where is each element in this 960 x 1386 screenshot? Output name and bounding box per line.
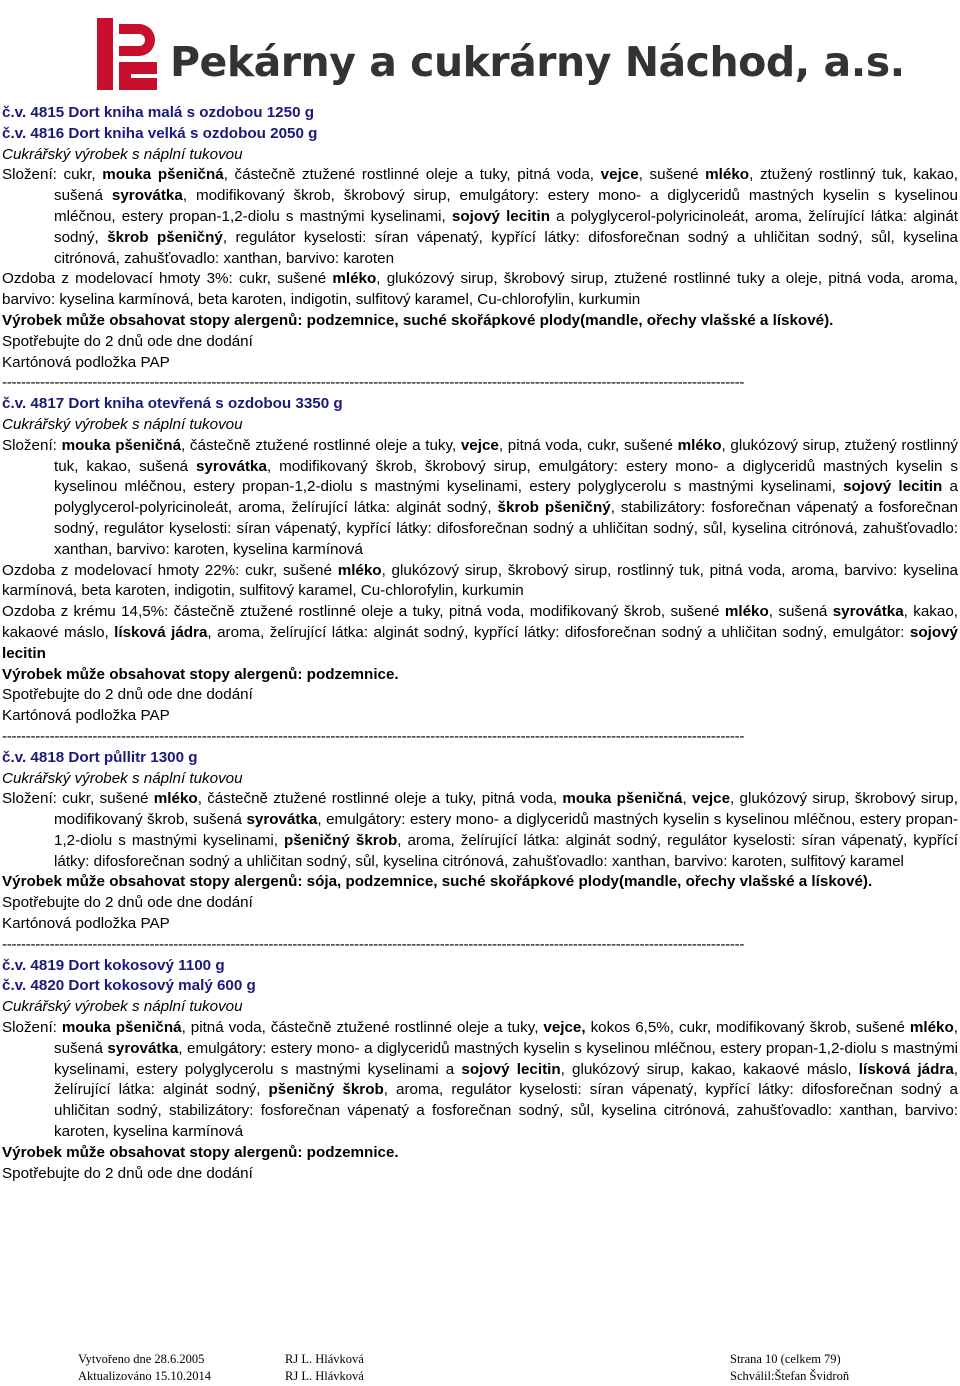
base-type: Kartónová podložka PAP bbox=[2, 915, 170, 933]
allergen-warning: Výrobek může obsahovat stopy alergenů: podzemnice. bbox=[2, 665, 399, 683]
product-entry bbox=[2, 956, 958, 1185]
product-list bbox=[2, 103, 958, 1184]
product-composition: Složení: mouka pšeničná, pitná voda, částečně ztužené rostlinné oleje a tuky, vejce, kokos 6,5%, cukr, modifikovaný škrob, sušené mléko, sušená syrovátka, emulgátory: estery mono- a diglyceridů mastných kyselin s kyselinou mléčnou, estery propan-1,2-diolu s mastnými kyselinami, estery polyglycerolu s mastnými kyselinami a sojový lecitin, glukózový sirup, kakao, kakaové máslo, lísková jádra, želírující látka: alginát sodný, pšeničný škrob, aroma, regulátor kyselosti: síran vápenatý, kypřící látky: difosforečnan sodný a uhličitan sodný, stabilizátory: fosforečnan vápenatý a fosforečnan sodný, sůl, kyselina citrónová, zahušťovadlo: xanthan, barvivo: karoten, kyselina karmínová bbox=[2, 1019, 959, 1141]
approved-by: Schválil:Štefan Švidroň bbox=[730, 1369, 850, 1383]
use-by-note: Spotřebujte do 2 dnů ode dne dodání bbox=[2, 332, 253, 350]
use-by-note: Spotřebujte do 2 dnů ode dne dodání bbox=[2, 894, 253, 912]
use-by-note: Spotřebujte do 2 dnů ode dne dodání bbox=[2, 1164, 253, 1182]
decoration-composition: Ozdoba z modelovací hmoty 22%: cukr, sušené mléko, glukózový sirup, škrobový sirup, rostlinný tuk, pitná voda, aroma, barvivo: kyselina karmínová, beta karoten, indigotin, sulfitový karamel, Cu-chlorofylin, kurkumin bbox=[2, 561, 959, 600]
product-title: č.v. 4817 Dort kniha otevřená s ozdobou 3350 g bbox=[2, 395, 343, 413]
decoration-composition: Ozdoba z krému 14,5%: částečně ztužené rostlinné oleje a tuky, pitná voda, modifikovaný škrob, sušené mléko, sušená syrovátka, kakao, kakaové máslo, lísková jádra, aroma, želírující látka: alginát sodný, kypřící látky: difosforečnan sodný a uhličitan sodný, emulgátor: sojový lecitin bbox=[2, 603, 959, 662]
created-date: Vytvořeno dne 28.6.2005 bbox=[78, 1352, 205, 1366]
updated-by: RJ L. Hlávková bbox=[285, 1369, 364, 1383]
product-title: č.v. 4820 Dort kokosový malý 600 g bbox=[2, 977, 256, 995]
company-name: Pekárny a cukrárny Náchod, a.s. bbox=[170, 38, 905, 86]
product-title: č.v. 4819 Dort kokosový 1100 g bbox=[2, 956, 225, 974]
product-title: č.v. 4818 Dort půllitr 1300 g bbox=[2, 748, 198, 766]
allergen-warning: Výrobek může obsahovat stopy alergenů: podzemnice, suché skořápkové plody(mandle, ořechy vlašské a lískové). bbox=[2, 311, 834, 329]
base-type: Kartónová podložka PAP bbox=[2, 353, 170, 371]
letterhead bbox=[0, 0, 960, 102]
product-category: Cukrářský výrobek s náplní tukovou bbox=[2, 998, 243, 1016]
product-entry bbox=[2, 103, 958, 373]
page-number: Strana 10 (celkem 79) bbox=[730, 1352, 841, 1366]
base-type: Kartónová podložka PAP bbox=[2, 707, 170, 725]
separator-line: ------------------------------------------------------------------------------------------------------------------------------------------------------------ bbox=[2, 374, 745, 392]
allergen-warning: Výrobek může obsahovat stopy alergenů: sója, podzemnice, suché skořápkové plody(mandle, ořechy vlašské a lískové). bbox=[2, 873, 873, 891]
created-by: RJ L. Hlávková bbox=[285, 1352, 364, 1366]
product-composition: Složení: cukr, sušené mléko, částečně ztužené rostlinné oleje a tuky, pitná voda, mouka pšeničná, vejce, glukózový sirup, škrobový sirup, modifikovaný škrob, sušená syrovátka, emulgátory: estery mono- a diglyceridů mastných kyselin s kyselinou mléčnou, estery propan-1,2-diolu s mastnými kyselinami, pšeničný škrob, aroma, želírující látka: alginát sodný, regulátor kyselosti: síran vápenatý, kypřící látky: difosforečnan sodný a uhličitan sodný, sůl, kyselina citrónová, zahušťovadlo: xanthan, barvivo: karoten, sulfitový karamel bbox=[2, 790, 959, 870]
updated-date: Aktualizováno 15.10.2014 bbox=[78, 1369, 211, 1383]
product-category: Cukrářský výrobek s náplní tukovou bbox=[2, 769, 243, 787]
allergen-warning: Výrobek může obsahovat stopy alergenů: podzemnice. bbox=[2, 1143, 399, 1161]
product-category: Cukrářský výrobek s náplní tukovou bbox=[2, 145, 243, 163]
separator-line: ------------------------------------------------------------------------------------------------------------------------------------------------------------ bbox=[2, 935, 745, 953]
product-composition: Složení: mouka pšeničná, částečně ztužené rostlinné oleje a tuky, vejce, pitná voda, cukr, sušené mléko, glukózový sirup, ztužený rostlinný tuk, kakao, sušená syrovátka, modifikovaný škrob, škrobový sirup, emulgátory: estery mono- a diglyceridů mastných kyselin s kyselinou mléčnou, estery propan-1,2-diolu s mastnými kyselinami, estery polyglycerolu s mastnými kyselinami, sojový lecitin a polyglycerol-polyricinoleát, aroma, želírující látka: alginát sodný, škrob pšeničný, stabilizátory: fosforečnan vápenatý a fosforečnan sodný, regulátor kyselosti: síran vápenatý, kypřící látky: difosforečnan sodný a uhličitan sodný, sůl, kyselina citrónová, zahušťovadlo: xanthan, barvivo: karoten, kyselina karmínová bbox=[2, 436, 958, 558]
separator-line: ------------------------------------------------------------------------------------------------------------------------------------------------------------ bbox=[2, 727, 745, 745]
decoration-composition: Ozdoba z modelovací hmoty 3%: cukr, sušené mléko, glukózový sirup, škrobový sirup, ztužené rostlinné tuky a oleje, pitná voda, aroma, barvivo: kyselina karmínová, beta karoten, indigotin, sulfitový karamel, Cu-chlorofylin, kurkumin bbox=[2, 270, 958, 309]
product-entry bbox=[2, 748, 958, 935]
product-title: č.v. 4815 Dort kniha malá s ozdobou 1250 g bbox=[2, 104, 315, 121]
product-title: č.v. 4816 Dort kniha velká s ozdobou 2050 g bbox=[2, 124, 318, 142]
use-by-note: Spotřebujte do 2 dnů ode dne dodání bbox=[2, 686, 253, 704]
product-composition: Složení: cukr, mouka pšeničná, částečně ztužené rostlinné oleje a tuky, pitná voda, vejce, sušené mléko, ztužený rostlinný tuk, kakao, sušená syrovátka, modifikovaný škrob, škrobový sirup, emulgátory: estery mono- a diglyceridů mastných kyselin s kyselinou mléčnou, estery propan-1,2-diolu s mastnými kyselinami, sojový lecitin a polyglycerol-polyricinoleát, aroma, želírující látka: alginát sodný, škrob pšeničný, regulátor kyselosti: síran vápenatý, kypřící látky: difosforečnan sodný a uhličitan sodný, sůl, kyselina citrónová, zahušťovadlo: xanthan, barvivo: karoten bbox=[2, 166, 959, 267]
product-category: Cukrářský výrobek s náplní tukovou bbox=[2, 415, 243, 433]
product-entry bbox=[2, 394, 958, 727]
company-logo-icon bbox=[97, 18, 157, 90]
